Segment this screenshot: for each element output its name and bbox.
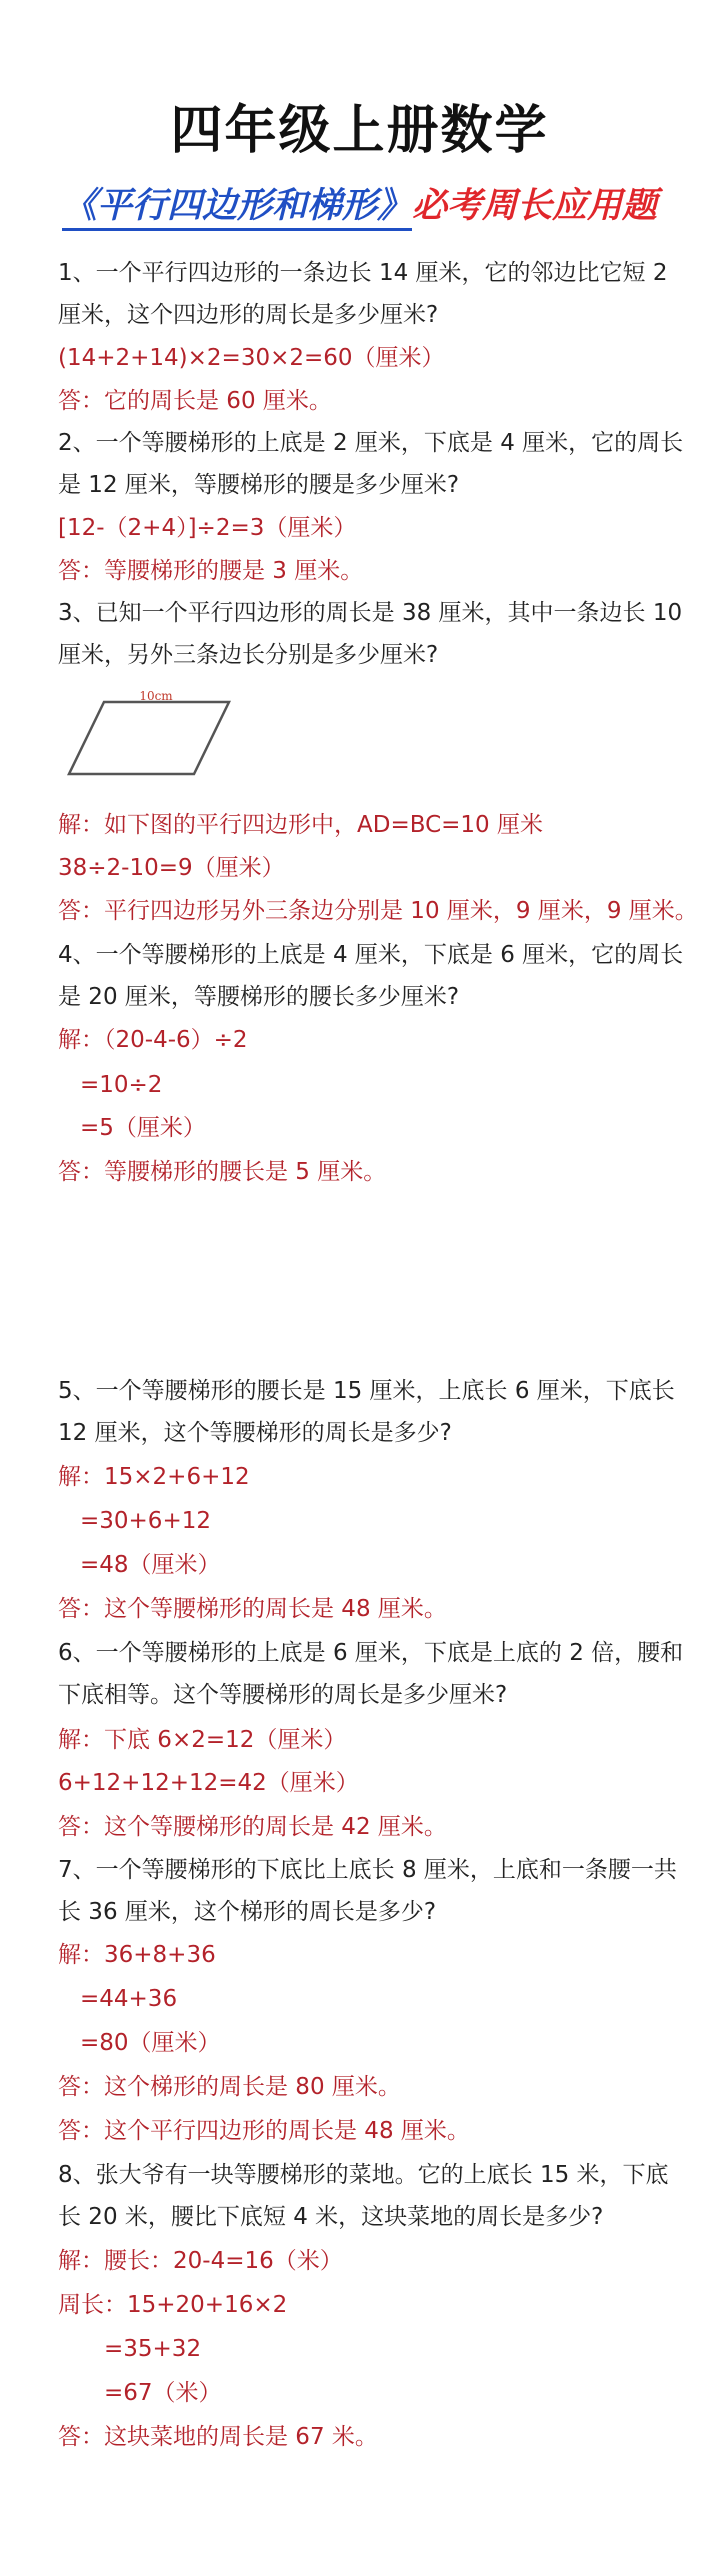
solution-line: 答：它的周长是 60 厘米。 xyxy=(58,388,332,414)
solution-line: 答：这个平行四边形的周长是 48 厘米。 xyxy=(58,2118,470,2144)
solution-line: 解：如下图的平行四边形中，AD=BC=10 厘米 xyxy=(58,812,543,838)
solution-line: 解：36+8+36 xyxy=(58,1942,216,1968)
solution-line: 6+12+12+12=42（厘米） xyxy=(58,1770,359,1796)
question-line: 是 12 厘米，等腰梯形的腰是多少厘米? xyxy=(58,472,460,498)
solution-line: =80（厘米） xyxy=(80,2030,221,2056)
subtitle-topic: 《平行四边形和梯形》 xyxy=(62,186,412,231)
solution-line: =48（厘米） xyxy=(80,1552,221,1578)
question-line: 是 20 厘米，等腰梯形的腰长多少厘米? xyxy=(58,984,460,1010)
solution-line: 答：这个等腰梯形的周长是 48 厘米。 xyxy=(58,1596,447,1622)
solution-line: =35+32 xyxy=(104,2336,202,2362)
question-line: 厘米，这个四边形的周长是多少厘米? xyxy=(58,302,439,328)
solution-line: =67（米） xyxy=(104,2380,222,2406)
question-line: 6、一个等腰梯形的上底是 6 厘米，下底是上底的 2 倍，腰和 xyxy=(58,1640,684,1666)
question-line: 12 厘米，这个等腰梯形的周长是多少? xyxy=(58,1420,452,1446)
solution-line: 38÷2-10=9（厘米） xyxy=(58,855,285,881)
subtitle-type: 必考周长应用题 xyxy=(412,186,658,226)
solution-line: (14+2+14)×2=30×2=60（厘米） xyxy=(58,345,445,371)
solution-line: =30+6+12 xyxy=(80,1508,211,1534)
question-line: 8、张大爷有一块等腰梯形的菜地。它的上底长 15 米，下底 xyxy=(58,2162,669,2188)
question-line: 7、一个等腰梯形的下底比上底长 8 厘米，上底和一条腰一共 xyxy=(58,1857,677,1883)
solution-line: 周长：15+20+16×2 xyxy=(58,2292,288,2318)
page-subtitle xyxy=(0,178,719,228)
solution-line: 答：平行四边形另外三条边分别是 10 厘米，9 厘米，9 厘米。 xyxy=(58,898,698,924)
solution-line: 答：这块菜地的周长是 67 米。 xyxy=(58,2424,378,2450)
solution-line: 答：等腰梯形的腰是 3 厘米。 xyxy=(58,558,364,584)
question-line: 3、已知一个平行四边形的周长是 38 厘米，其中一条边长 10 xyxy=(58,600,683,626)
solution-line: =10÷2 xyxy=(80,1072,163,1098)
solution-line: 解：15×2+6+12 xyxy=(58,1464,250,1490)
question-line: 2、一个等腰梯形的上底是 2 厘米，下底是 4 厘米，它的周长 xyxy=(58,430,684,456)
question-line: 长 20 米，腰比下底短 4 米，这块菜地的周长是多少? xyxy=(58,2204,604,2230)
solution-line: 答：等腰梯形的腰长是 5 厘米。 xyxy=(58,1159,387,1185)
question-line: 厘米，另外三条边长分别是多少厘米? xyxy=(58,642,439,668)
solution-line: =44+36 xyxy=(80,1986,178,2012)
solution-line: [12-（2+4）]÷2=3（厘米） xyxy=(58,515,357,541)
parallelogram-figure xyxy=(64,690,234,782)
parallelogram-shape xyxy=(69,702,229,774)
solution-line: 解：（20-4-6）÷2 xyxy=(58,1027,248,1053)
question-line: 1、一个平行四边形的一条边长 14 厘米，它的邻边比它短 2 xyxy=(58,260,668,286)
solution-line: 答：这个等腰梯形的周长是 42 厘米。 xyxy=(58,1814,447,1840)
page-title: 四年级上册数学 xyxy=(170,101,549,161)
solution-line: =5（厘米） xyxy=(80,1115,206,1141)
solution-line: 答：这个梯形的周长是 80 厘米。 xyxy=(58,2074,401,2100)
question-line: 下底相等。这个等腰梯形的周长是多少厘米? xyxy=(58,1682,508,1708)
question-line: 4、一个等腰梯形的上底是 4 厘米，下底是 6 厘米，它的周长 xyxy=(58,942,684,968)
question-line: 5、一个等腰梯形的腰长是 15 厘米，上底长 6 厘米，下底长 xyxy=(58,1378,675,1404)
solution-line: 解：下底 6×2=12（厘米） xyxy=(58,1727,347,1753)
parallelogram-side-label: 10cm xyxy=(139,690,173,703)
solution-line: 解：腰长：20-4=16（米） xyxy=(58,2248,343,2274)
question-line: 长 36 厘米，这个梯形的周长是多少? xyxy=(58,1899,437,1925)
